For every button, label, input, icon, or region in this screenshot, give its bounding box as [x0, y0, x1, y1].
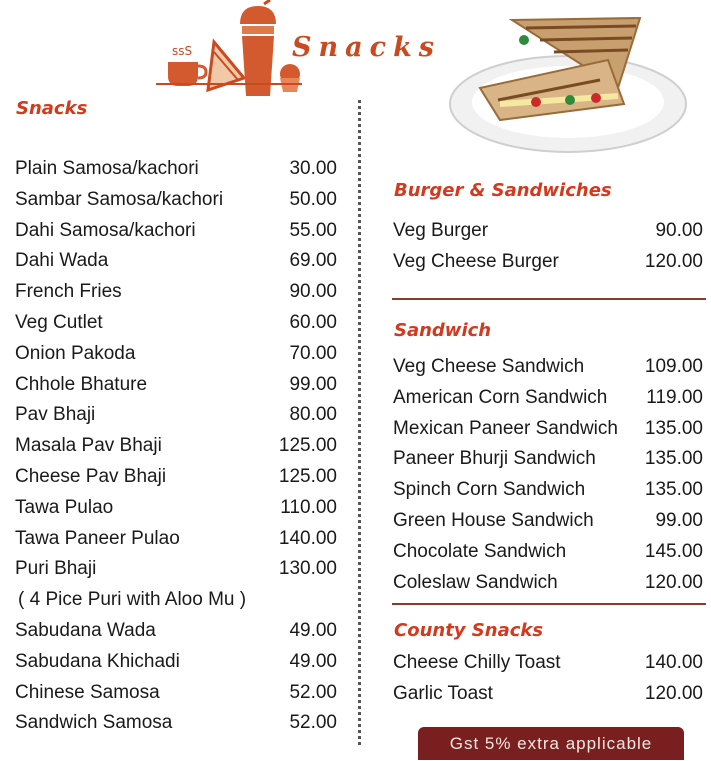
- menu-item: [15, 216, 337, 247]
- menu-item-name: Cheese Chilly Toast: [393, 652, 561, 673]
- menu-item-name: Pav Bhaji: [15, 404, 96, 426]
- menu-item-name: American Corn Sandwich: [393, 386, 608, 408]
- menu-item: [393, 568, 703, 599]
- menu-item-price: 60.00: [289, 311, 337, 333]
- menu-item-name: Spinch Corn Sandwich: [393, 479, 586, 501]
- header-title: Snacks: [292, 32, 441, 63]
- menu-item-name: Puri Bhaji: [15, 558, 97, 580]
- svg-text:ssS: ssS: [172, 44, 193, 58]
- menu-item: [15, 708, 337, 739]
- menu-item-price: 119.00: [646, 386, 703, 408]
- menu-item-price: 49.00: [289, 650, 337, 672]
- menu-item: [15, 493, 337, 524]
- menu-item-name: Dahi Samosa/kachori: [15, 219, 196, 241]
- menu-item-name: Plain Samosa/kachori: [15, 158, 199, 179]
- menu-item: [15, 339, 337, 370]
- menu-item-price: 135.00: [644, 448, 703, 470]
- menu-item-name: Mexican Paneer Sandwich: [393, 417, 618, 439]
- menu-item-price: 120.00: [644, 682, 703, 704]
- menu-item-price: 52.00: [289, 712, 337, 734]
- burger-list: [393, 216, 703, 278]
- menu-item-name: Paneer Bhurji Sandwich: [393, 448, 596, 470]
- menu-item: [15, 277, 337, 308]
- county-list: [393, 648, 703, 710]
- menu-item-name: Sandwich Samosa: [15, 712, 173, 734]
- county-section-title: County Snacks: [394, 620, 544, 641]
- menu-item-price: 30.00: [289, 158, 337, 179]
- menu-item-name: Tawa Paneer Pulao: [15, 527, 180, 549]
- menu-item-price: 140.00: [644, 652, 703, 673]
- menu-item-price: 109.00: [644, 356, 703, 377]
- menu-item-name: Tawa Pulao: [15, 496, 114, 518]
- menu-item-name: Garlic Toast: [393, 682, 493, 704]
- menu-item: [393, 537, 703, 568]
- menu-item-name: Dahi Wada: [15, 250, 109, 272]
- gst-note-badge: Gst 5% extra applicable: [418, 727, 684, 760]
- menu-item-name: Chhole Bhature: [15, 373, 148, 395]
- menu-item-price: 80.00: [289, 404, 337, 426]
- menu-item-name: Veg Burger: [393, 220, 489, 241]
- menu-item: [15, 246, 337, 277]
- menu-item-name: Chinese Samosa: [15, 681, 160, 703]
- menu-item: [15, 678, 337, 709]
- menu-item-price: 120.00: [644, 250, 703, 272]
- menu-item-name: Sabudana Khichadi: [15, 650, 180, 672]
- sandwich-plate-illustration: [440, 0, 690, 160]
- menu-item-price: 70.00: [289, 342, 337, 364]
- menu-item: [15, 524, 337, 555]
- menu-item-price: 69.00: [289, 250, 337, 272]
- menu-item: [15, 370, 337, 401]
- menu-item: [393, 383, 703, 414]
- menu-item-name: Cheese Pav Bhaji: [15, 465, 167, 487]
- menu-item-price: 120.00: [644, 571, 703, 593]
- snacks-header-illustration: [152, 0, 302, 100]
- menu-item-price: 125.00: [278, 435, 337, 457]
- sandwich-section-title: Sandwich: [394, 320, 492, 341]
- menu-item: [15, 308, 337, 339]
- menu-item: [15, 431, 337, 462]
- menu-item-price: 125.00: [278, 465, 337, 487]
- menu-item: [393, 352, 703, 383]
- menu-item: [15, 462, 337, 493]
- menu-item-name: Sabudana Wada: [15, 619, 156, 641]
- menu-item: [15, 154, 337, 185]
- menu-item-price: 99.00: [289, 373, 337, 395]
- menu-item: [393, 414, 703, 445]
- menu-item-name: Sambar Samosa/kachori: [15, 188, 224, 210]
- menu-item-price: 140.00: [278, 527, 337, 549]
- menu-item: [15, 554, 337, 585]
- menu-item: [393, 216, 703, 247]
- menu-item-name: Masala Pav Bhaji: [15, 435, 162, 457]
- menu-item-price: 90.00: [655, 220, 703, 241]
- menu-item-name: Coleslaw Sandwich: [393, 571, 558, 593]
- menu-item-price: 135.00: [644, 479, 703, 501]
- menu-item: [393, 679, 703, 710]
- menu-item-price: 145.00: [644, 540, 703, 562]
- menu-item-price: 135.00: [644, 417, 703, 439]
- menu-item-name: Veg Cheese Burger: [393, 250, 559, 272]
- menu-item-name: Chocolate Sandwich: [393, 540, 567, 562]
- menu-item: [15, 616, 337, 647]
- menu-item: [15, 585, 337, 616]
- section-divider: [392, 298, 706, 300]
- snacks-section-title: Snacks: [16, 98, 88, 119]
- menu-item: [393, 648, 703, 679]
- menu-item: [393, 475, 703, 506]
- menu-item: [15, 185, 337, 216]
- sandwich-list: [393, 352, 703, 598]
- snacks-list: [15, 154, 337, 739]
- menu-item-price: 110.00: [280, 496, 337, 518]
- section-divider: [392, 603, 706, 605]
- menu-item-name: Onion Pakoda: [15, 342, 136, 364]
- menu-item-name: ( 4 Pice Puri with Aloo Mu ): [18, 589, 247, 611]
- menu-item-price: 99.00: [655, 509, 703, 531]
- menu-item-price: 130.00: [278, 558, 337, 580]
- menu-item-price: 52.00: [289, 681, 337, 703]
- menu-item-name: Green House Sandwich: [393, 509, 594, 531]
- menu-item: [393, 444, 703, 475]
- menu-item: [15, 400, 337, 431]
- menu-item-name: French Fries: [15, 281, 122, 303]
- menu-item-name: Veg Cutlet: [15, 311, 103, 333]
- menu-item: [393, 247, 703, 278]
- menu-item: [15, 647, 337, 678]
- menu-item-price: 49.00: [289, 619, 337, 641]
- menu-item-price: 90.00: [289, 281, 337, 303]
- menu-item-price: 55.00: [289, 219, 337, 241]
- menu-item-price: 50.00: [289, 188, 337, 210]
- burger-section-title: Burger & Sandwiches: [394, 180, 612, 201]
- column-divider: [358, 100, 361, 745]
- menu-item: [393, 506, 703, 537]
- menu-item-name: Veg Cheese Sandwich: [393, 356, 585, 377]
